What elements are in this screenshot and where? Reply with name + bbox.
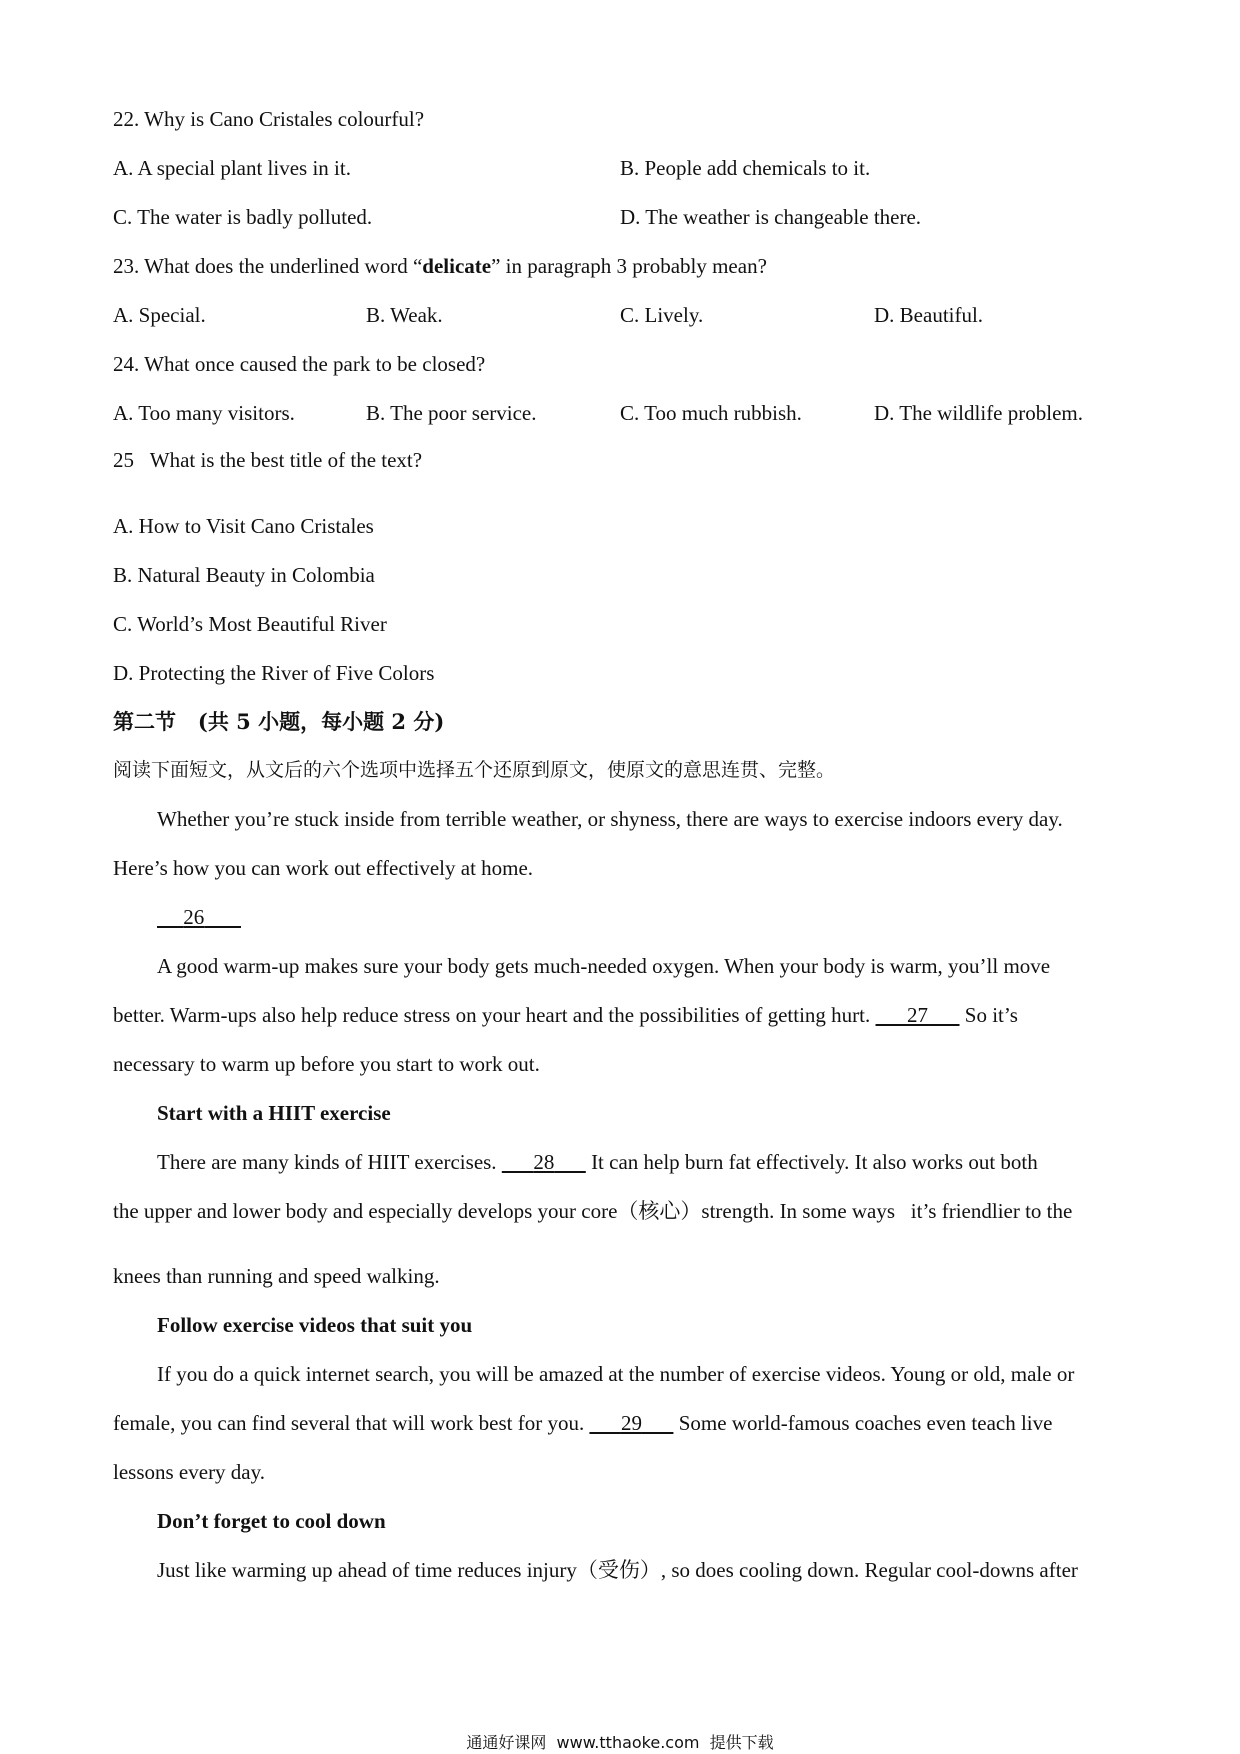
blank-29: 29: [620, 1411, 642, 1435]
option-23c: C. Lively.: [620, 303, 704, 327]
passage-p3-line3: knees than running and speed walking.: [113, 1264, 440, 1288]
subheading-videos: Follow exercise videos that suit you: [157, 1313, 473, 1337]
option-25b: B. Natural Beauty in Colombia: [113, 563, 375, 587]
question-24: 24. What once caused the park to be closed?: [113, 352, 486, 376]
option-25c: C. World’s Most Beautiful River: [113, 612, 387, 636]
passage-p2-line3: necessary to warm up before you start to work out.: [113, 1052, 540, 1076]
option-22c: C. The water is badly polluted.: [113, 205, 373, 229]
passage-p4-line3: lessons every day.: [113, 1460, 266, 1484]
option-24a: A. Too many visitors.: [113, 401, 295, 425]
passage-p2-line1: A good warm-up makes sure your body gets much-needed oxygen. When your body is warm, you’ll move: [157, 954, 1051, 978]
blank-26: 26: [183, 905, 205, 929]
section-heading: 第二节 (共 5 小题，每小题 2 分): [113, 709, 445, 734]
underlined-word: delicate: [422, 254, 492, 278]
passage-p1-line2: Here’s how you can work out effectively at home.: [113, 856, 534, 880]
section-instruction: 阅读下面短文，从文后的六个选项中选择五个还原到原文，使原文的意思连贯、完整。: [113, 759, 836, 781]
option-22a: A. A special plant lives in it.: [113, 156, 351, 180]
blank-27: 27: [907, 1003, 929, 1027]
passage-p3-line2: the upper and lower body and especially develops your core（核心）strength. In some ways it’s friendlier to the: [113, 1199, 1073, 1223]
option-25a: A. How to Visit Cano Cristales: [113, 514, 374, 538]
option-24b: B. The poor service.: [366, 401, 537, 425]
option-23a: A. Special.: [113, 303, 206, 327]
option-23d: D. Beautiful.: [874, 303, 984, 327]
option-24c: C. Too much rubbish.: [620, 401, 802, 425]
passage-p2-line2: better. Warm-ups also help reduce stress on your heart and the possibilities of getting hurt. 27 So it’s: [113, 1003, 1018, 1027]
question-25: 25 What is the best title of the text?: [113, 448, 423, 472]
passage-p5-line1: Just like warming up ahead of time reduces injury（受伤）, so does cooling down. Regular cool-downs after: [157, 1558, 1078, 1582]
blank-28: 28: [533, 1150, 555, 1174]
option-24d: D. The wildlife problem.: [874, 401, 1083, 425]
subheading-cool-down: Don’t forget to cool down: [157, 1509, 386, 1533]
passage-p1-line1: Whether you’re stuck inside from terrible weather, or shyness, there are ways to exercise indoors every day.: [157, 807, 1063, 831]
option-22b: B. People add chemicals to it.: [620, 156, 871, 180]
option-23b: B. Weak.: [366, 303, 443, 327]
question-22: 22. Why is Cano Cristales colourful?: [113, 107, 425, 131]
option-25d: D. Protecting the River of Five Colors: [113, 661, 435, 685]
passage-p4-line2: female, you can find several that will work best for you. 29 Some world-famous coaches even teach live: [113, 1411, 1053, 1435]
passage-p4-line1: If you do a quick internet search, you will be amazed at the number of exercise videos. Young or old, male or: [157, 1362, 1075, 1386]
question-23: 23. What does the underlined word “delicate” in paragraph 3 probably mean?: [113, 254, 767, 278]
passage-p3-line1: There are many kinds of HIIT exercises. 28 It can help burn fat effectively. It also works out both: [157, 1150, 1038, 1174]
option-22d: D. The weather is changeable there.: [620, 205, 922, 229]
page-footer: 通通好课网 www.tthaoke.com 提供下载: [466, 1733, 774, 1752]
subheading-hiit: Start with a HIIT exercise: [157, 1101, 391, 1125]
